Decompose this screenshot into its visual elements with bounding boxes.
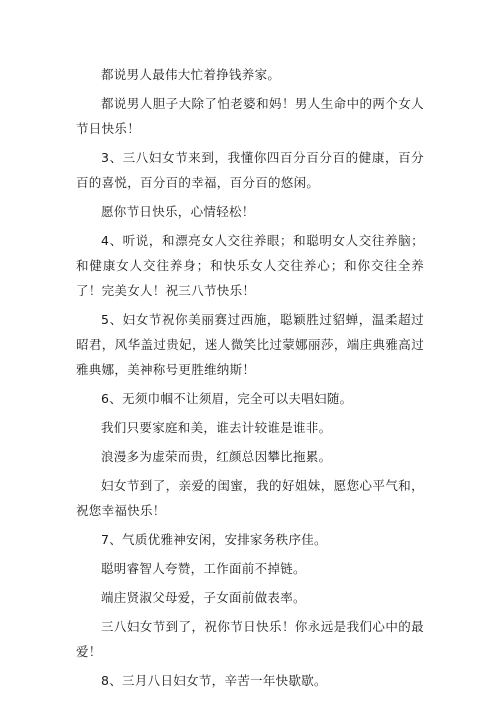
paragraph: 5、妇女节祝你美丽赛过西施，聪颖胜过貂蝉，温柔超过昭君，风华盖过贵妃，迷人微笑比过蒙娜丽莎，端庄典雅高过雅典娜，美神称号更胜维纳斯！ — [76, 312, 424, 377]
paragraph: 愿你节日快乐，心情轻松！ — [101, 204, 255, 219]
paragraph: 三八妇女节到了，祝你节日快乐！你永远是我们心中的最爱！ — [76, 619, 424, 659]
paragraph: 3、三八妇女节来到，我懂你四百分百分百的健康，百分百的喜悦，百分百的幸福，百分百的悠闲。 — [76, 150, 424, 190]
document-body — [76, 62, 424, 697]
paragraph: 8、三月八日妇女节，辛苦一年快歇歇。 — [101, 673, 327, 688]
paragraph: 都说男人最伟大忙着挣钱养家。 — [101, 67, 281, 82]
paragraph: 4、听说，和漂亮女人交往养眼；和聪明女人交往养脑；和健康女人交往养身；和快乐女人交往养心；和你交往全养了！完美女人！祝三八节快乐！ — [76, 233, 424, 298]
paragraph: 我们只要家庭和美，谁去计较谁是谁非。 — [101, 420, 332, 435]
paragraph: 7、气质优雅神安闲，安排家务秩序佳。 — [101, 532, 327, 547]
paragraph: 6、无须巾帼不让须眉，完全可以夫唱妇随。 — [101, 391, 353, 406]
paragraph: 都说男人胆子大除了怕老婆和妈！男人生命中的两个女人节日快乐！ — [76, 96, 424, 136]
paragraph: 聪明睿智人夸赞，工作面前不掉链。 — [101, 561, 306, 576]
paragraph: 浪漫多为虚荣而贵，红颜总因攀比拖累。 — [101, 449, 332, 464]
paragraph: 端庄贤淑父母爱，子女面前做表率。 — [101, 590, 306, 605]
paragraph: 妇女节到了，亲爱的闺蜜，我的好姐妹，愿您心平气和，祝您幸福快乐！ — [76, 478, 424, 518]
